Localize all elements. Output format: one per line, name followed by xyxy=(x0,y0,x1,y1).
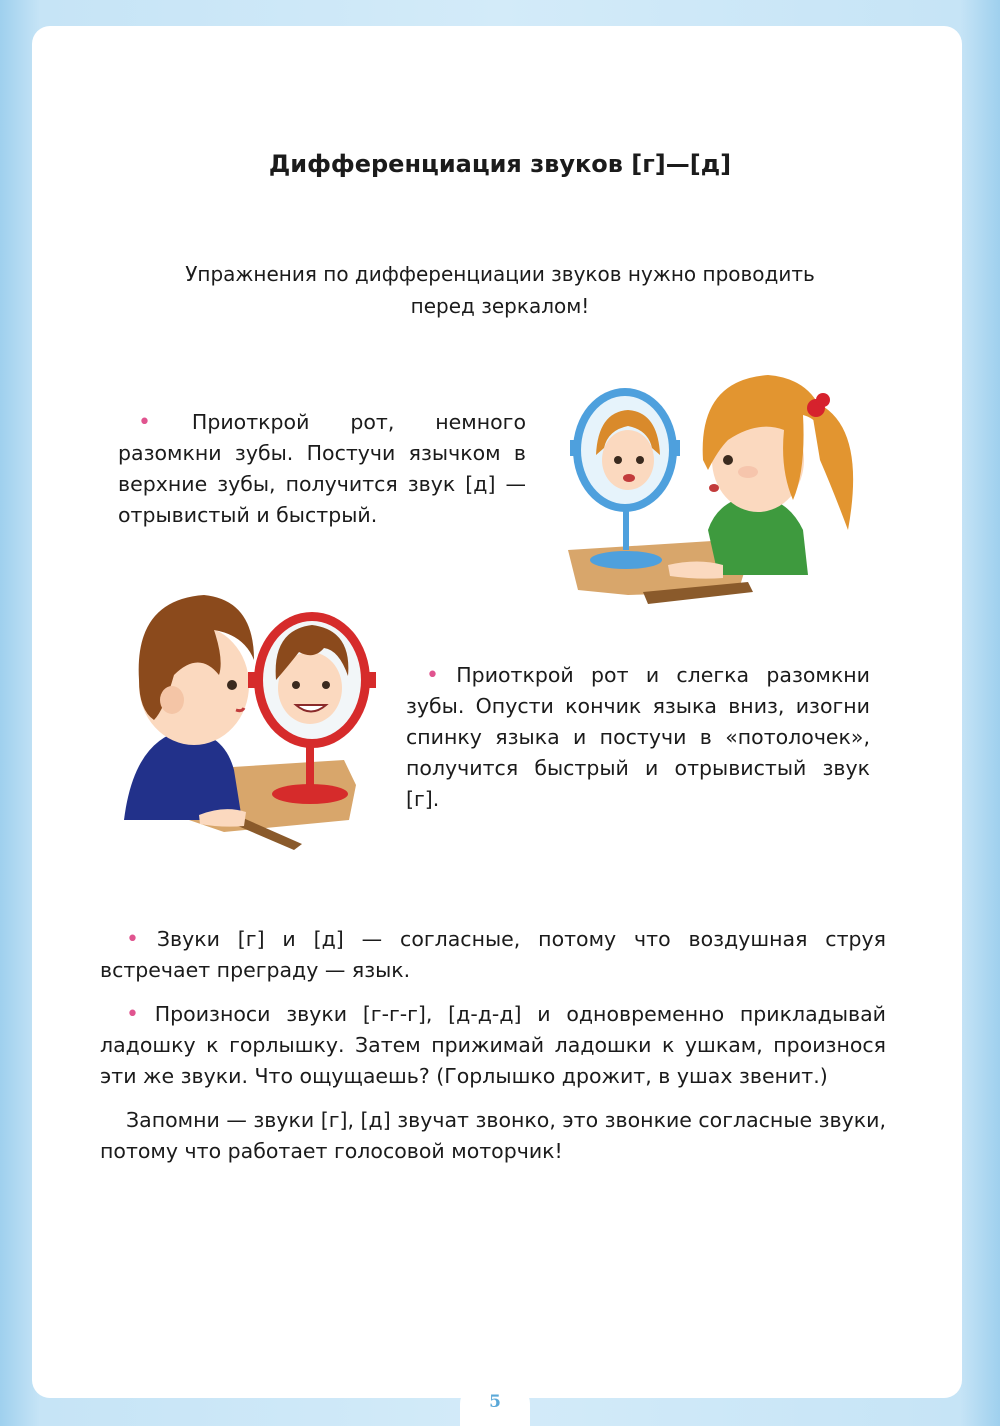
bullet-text: Приоткрой рот, немного разомкни зубы. Постучи язычком в верхние зубы, получится звук [д] — отрывистый и быстрый. xyxy=(118,410,526,527)
bullet-paragraph-3 xyxy=(100,924,886,986)
bullet-marker: • xyxy=(138,410,151,435)
bullet-paragraph-1 xyxy=(118,407,526,531)
bullet-paragraph-4 xyxy=(100,999,886,1092)
page-number: 5 xyxy=(489,1392,501,1412)
bullet-marker: • xyxy=(126,927,139,952)
bullet-marker: • xyxy=(126,1002,139,1027)
boy-with-red-mirror-illustration xyxy=(94,580,394,852)
bullet-text: Приоткрой рот и слегка разомкни зубы. Опусти кончик языка вниз, изогни спинку языка и постучи в «потолочек», получится быстрый и отрывистый звук [г]. xyxy=(406,663,870,811)
girl-with-blue-mirror-illustration xyxy=(548,360,878,610)
intro-line-2: перед зеркалом! xyxy=(410,294,590,318)
bullet-text: Произноси звуки [г-г-г], [д-д-д] и одновременно прикладывай ладошку к горлышку. Затем прижимай ладошки к ушкам, произнося эти же звуки. Что ощущаешь? (Горлышко дрожит, в ушах звенит.) xyxy=(100,1002,886,1088)
page-title: Дифференциация звуков [г]—[д] xyxy=(268,150,732,178)
bullet-paragraph-2 xyxy=(406,660,870,815)
conclusion-paragraph: Запомни — звуки [г], [д] звучат звонко, это звонкие согласные звуки, потому что работает голосовой моторчик! xyxy=(100,1108,886,1163)
bullet-text: Звуки [г] и [д] — согласные, потому что воздушная струя встречает преграду — язык. xyxy=(100,927,886,982)
bottom-section xyxy=(100,924,886,1180)
bullet-marker: • xyxy=(426,663,439,688)
intro-line-1: Упражнения по дифференциации звуков нужно проводить xyxy=(185,262,815,286)
intro-note xyxy=(150,258,850,322)
